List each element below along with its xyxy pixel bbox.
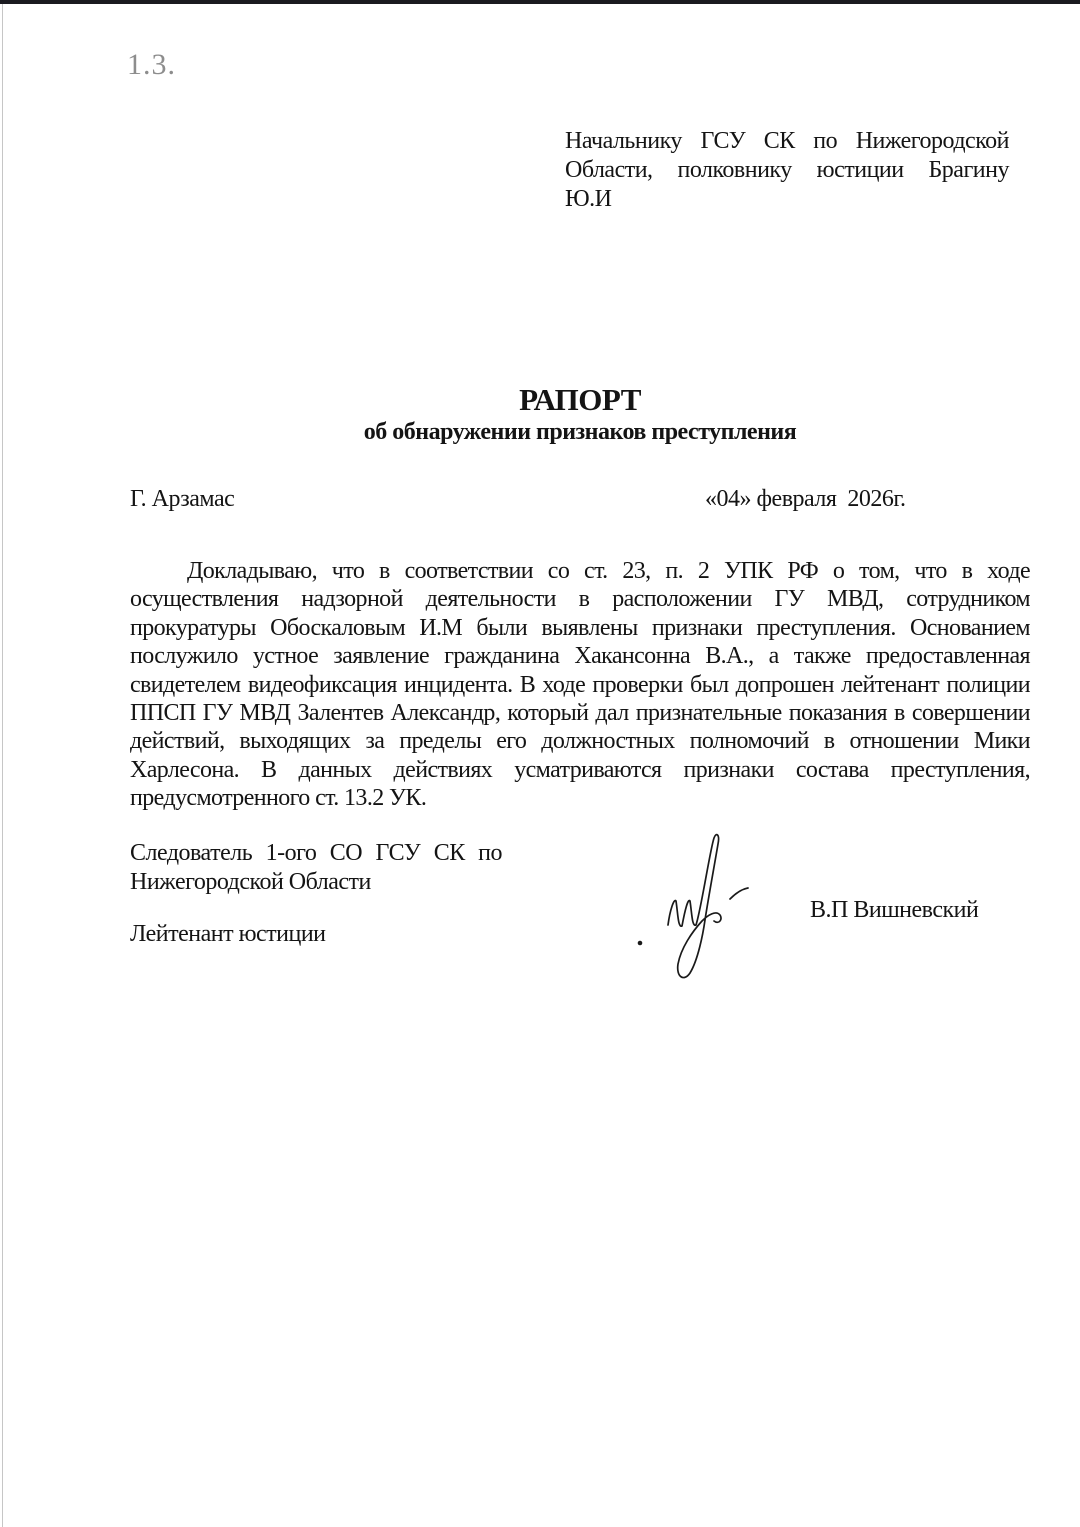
addressee-block bbox=[565, 127, 1009, 214]
document-subtitle: об обнаружении признаков преступления bbox=[363, 419, 797, 445]
section-number: 1.3. bbox=[127, 48, 176, 81]
place-date-row bbox=[130, 486, 1030, 513]
signer-position-block bbox=[130, 839, 502, 897]
document-title: РАПОРТ bbox=[519, 382, 641, 417]
addressee-line: Области, полковнику юстиции Брагину bbox=[565, 157, 1009, 183]
signer-name: В.П Вишневский bbox=[810, 897, 979, 923]
addressee-line: Начальнику ГСУ СК по Нижегородской bbox=[565, 128, 1009, 154]
window-top-edge bbox=[0, 0, 1080, 4]
addressee-line: Ю.И bbox=[565, 186, 612, 212]
report-body-paragraph: Докладываю, что в соответствии со ст. 23, п. 2 УПК РФ о том, что в ходе осуществления надзорной деятельности в расположении ГУ МВД, сотрудником прокуратуры Обоскаловым И.М были выявлены признаки преступления. Основанием послужило устное заявление гражданина Хакансонна В.А., а также предоставленная свидетелем видеофиксация инцидента. В ходе проверки был допрошен лейтенант полиции ППСП ГУ МВД Залентев Александр, который дал признательные показания в совершении действий, выходящих за пределы его должностных полномочий в отношении Мики Харлесона. В данных действиях усматриваются признаки состава преступления, предусмотренного ст. 13.2 УК. bbox=[130, 558, 1030, 812]
signer-position-line: Следователь 1-ого СО ГСУ СК по bbox=[130, 840, 502, 866]
page-left-edge-line bbox=[2, 4, 3, 1527]
document-date: «04» февраля 2026г. bbox=[705, 486, 906, 512]
signer-position-line: Нижегородской Области bbox=[130, 869, 371, 895]
place-city: Г. Арзамас bbox=[130, 486, 235, 512]
document-title-block bbox=[130, 383, 1030, 447]
handwritten-signature-icon bbox=[622, 822, 762, 987]
signer-rank: Лейтенант юстиции bbox=[130, 921, 326, 947]
